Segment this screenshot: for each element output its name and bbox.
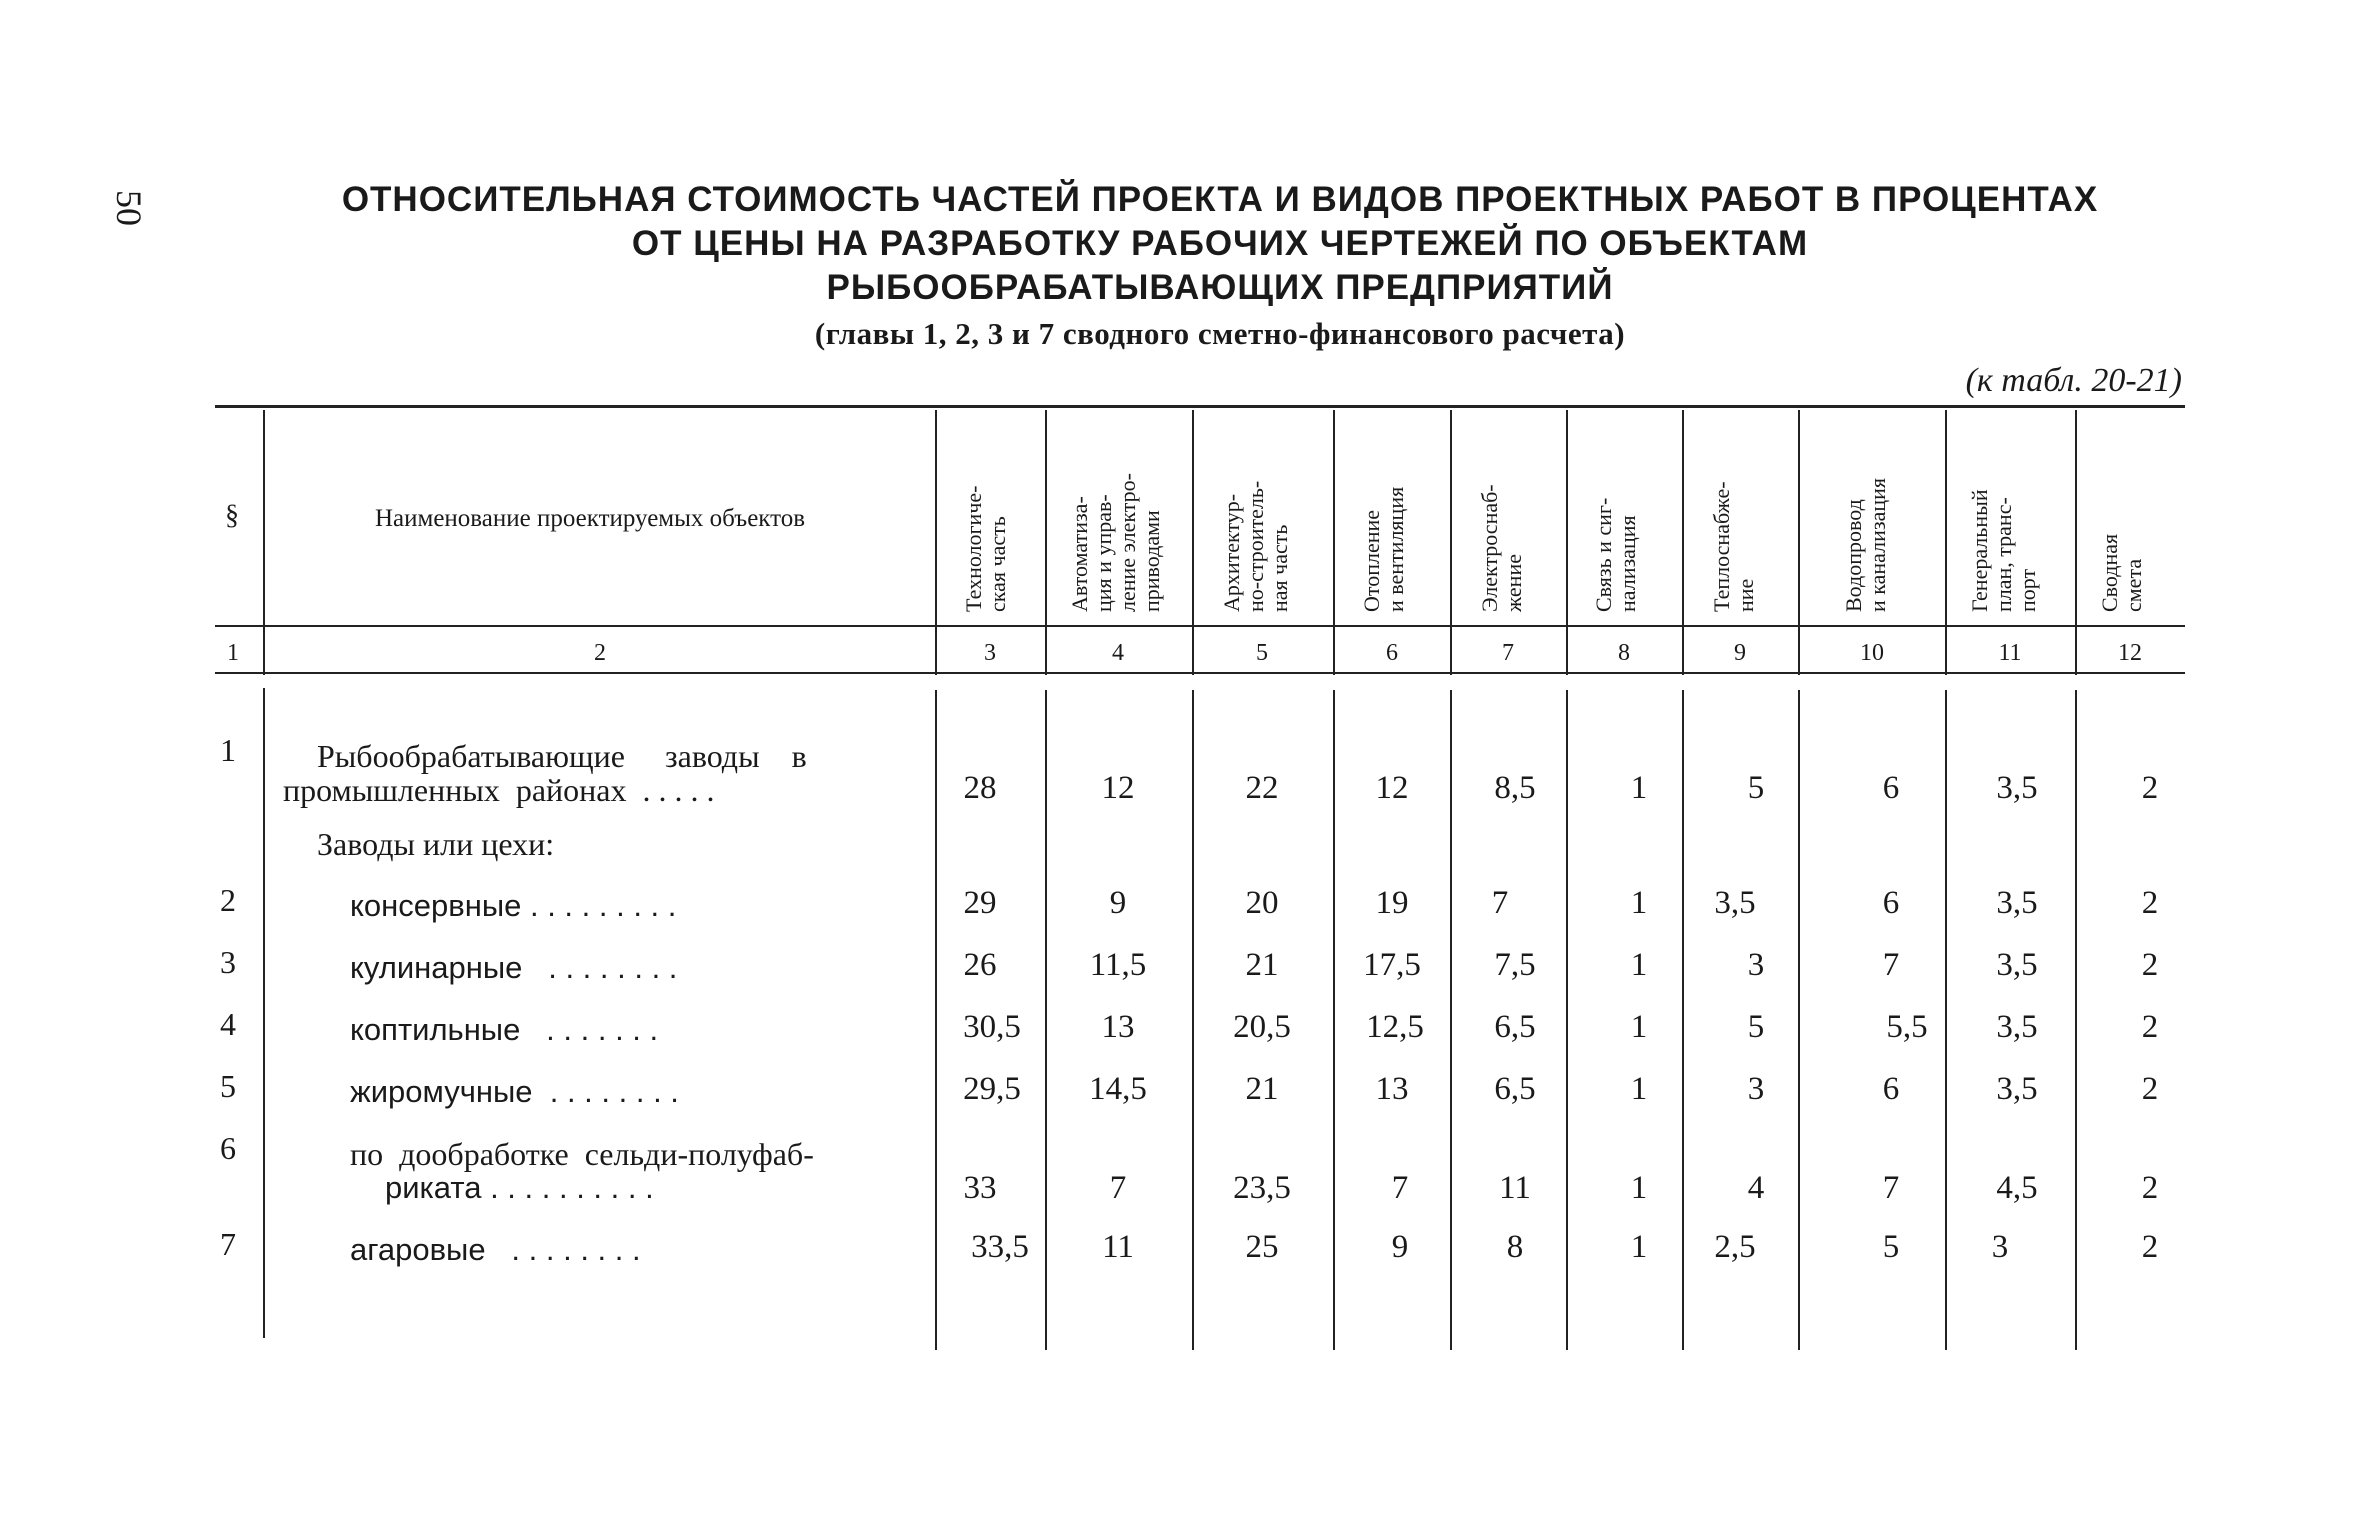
cell: 30,5 <box>963 1009 1021 1045</box>
cell: 1 <box>1630 1009 1648 1045</box>
cell: 25 <box>1245 1229 1279 1265</box>
row-number: 6 <box>220 1130 236 1166</box>
cell: 2,5 <box>1714 1229 1756 1265</box>
cell: 3 <box>1747 1071 1765 1107</box>
cell: 19 <box>1375 885 1409 921</box>
cell: 28 <box>963 770 997 806</box>
cell: 6,5 <box>1494 1009 1536 1045</box>
column-number: 12 <box>2118 640 2142 666</box>
column-number: 5 <box>1256 640 1268 666</box>
paragraph-header: § <box>225 500 239 531</box>
column-number: 3 <box>984 640 996 666</box>
cell: 33 <box>963 1170 997 1206</box>
cell: 11 <box>1499 1170 1531 1206</box>
cell: 29,5 <box>963 1071 1021 1107</box>
column-number: 6 <box>1386 640 1398 666</box>
cell: 1 <box>1630 770 1648 806</box>
column-header: Связь и сиг- нализация <box>1591 497 1640 612</box>
cell: 7 <box>1391 1170 1409 1206</box>
column-number: 10 <box>1860 640 1884 666</box>
cell: 23,5 <box>1233 1170 1291 1206</box>
cell: 3,5 <box>1996 1071 2038 1107</box>
title-line: РЫБООБРАБАТЫВАЮЩИХ ПРЕДПРИЯТИЙ <box>826 268 1614 307</box>
cell: 6 <box>1882 885 1900 921</box>
row-number: 5 <box>220 1068 236 1104</box>
cell: 1 <box>1630 1170 1648 1206</box>
cell: 6,5 <box>1494 1071 1536 1107</box>
table-reference: (к табл. 20-21) <box>1965 362 2182 399</box>
cell: 26 <box>963 947 997 983</box>
cell: 1 <box>1630 1071 1648 1107</box>
row-name: промышленных районах . . . . . <box>283 772 715 808</box>
column-number: 9 <box>1734 640 1746 666</box>
column-number: 7 <box>1502 640 1514 666</box>
cell: 12 <box>1375 770 1409 806</box>
row-number: 2 <box>220 882 236 918</box>
cell: 12 <box>1101 770 1135 806</box>
cell: 4 <box>1747 1170 1765 1206</box>
column-number: 8 <box>1618 640 1630 666</box>
cell: 3,5 <box>1996 885 2038 921</box>
cell: 2 <box>2141 1009 2159 1045</box>
column-header: Электроснаб- жение <box>1477 484 1526 612</box>
cell: 7 <box>1882 1170 1900 1206</box>
row-name: жиромучные . . . . . . . . <box>350 1074 679 1109</box>
cell: 12,5 <box>1366 1009 1424 1045</box>
column-header: Генеральный план, транс- порт <box>1967 489 2040 612</box>
cell: 2 <box>2141 770 2159 806</box>
cell: 11,5 <box>1089 947 1147 983</box>
subtitle: (главы 1, 2, 3 и 7 сводного сметно-финансового расчета) <box>814 316 1626 351</box>
cell: 6 <box>1882 1071 1900 1107</box>
column-number: 2 <box>594 640 606 666</box>
cell: 13 <box>1375 1071 1409 1107</box>
cell: 33,5 <box>971 1229 1029 1265</box>
cell: 14,5 <box>1089 1071 1147 1107</box>
cell: 22 <box>1245 770 1279 806</box>
cell: 5,5 <box>1886 1009 1928 1045</box>
cell: 2 <box>2141 1170 2159 1206</box>
cell: 11 <box>1102 1229 1134 1265</box>
column-number: 11 <box>1998 640 2022 666</box>
cell: 6 <box>1882 770 1900 806</box>
row-number: 4 <box>220 1006 236 1042</box>
cell: 20,5 <box>1233 1009 1291 1045</box>
cell: 3,5 <box>1714 885 1756 921</box>
cell: 1 <box>1630 885 1648 921</box>
cell: 7 <box>1491 885 1509 921</box>
cell: 4,5 <box>1996 1170 2038 1206</box>
cell: 9 <box>1391 1229 1409 1265</box>
column-header: Теплоснабже- ние <box>1709 481 1758 612</box>
cell: 8 <box>1506 1229 1524 1265</box>
row-name: агаровые . . . . . . . . <box>350 1232 641 1267</box>
title-line: ОТНОСИТЕЛЬНАЯ СТОИМОСТЬ ЧАСТЕЙ ПРОЕКТА И ВИДОВ ПРОЕКТНЫХ РАБОТ В ПРОЦЕНТАХ <box>341 180 2099 219</box>
row-name: консервные . . . . . . . . . <box>350 888 677 923</box>
cell: 5 <box>1747 1009 1765 1045</box>
cell: 9 <box>1109 885 1127 921</box>
cell: 3,5 <box>1996 947 2038 983</box>
column-header: Отопление и вентиляция <box>1359 486 1408 612</box>
row-name: кулинарные . . . . . . . . <box>350 950 678 985</box>
row-name: по дообработке сельди-полуфаб- <box>350 1136 814 1172</box>
cell: 3,5 <box>1996 770 2038 806</box>
cell: 2 <box>2141 885 2159 921</box>
cell: 8,5 <box>1494 770 1536 806</box>
row-name: Рыбообрабатывающие заводы в <box>317 738 807 774</box>
cell: 20 <box>1245 885 1279 921</box>
column-header: Водопровод и канализация <box>1841 478 1890 612</box>
cell: 29 <box>963 885 997 921</box>
row-number: 3 <box>220 944 236 980</box>
column-header: Сводная смета <box>2097 533 2146 612</box>
column-header: Архитектур- но-строитель- ная часть <box>1219 480 1292 612</box>
column-number: 4 <box>1112 640 1124 666</box>
cell: 5 <box>1882 1229 1900 1265</box>
cell: 17,5 <box>1363 947 1421 983</box>
column-header: Автоматиза- ция и управ- ление электро- приводами <box>1067 473 1164 612</box>
cell: 2 <box>2141 1071 2159 1107</box>
row-name: риката . . . . . . . . . . <box>385 1170 654 1205</box>
page-number: 50 <box>109 190 149 226</box>
page-title <box>230 178 2210 310</box>
cell: 7 <box>1109 1170 1127 1206</box>
name-header: Наименование проектируемых объектов <box>374 505 806 532</box>
cell: 21 <box>1245 1071 1279 1107</box>
cell: 1 <box>1630 947 1648 983</box>
cell: 13 <box>1101 1009 1135 1045</box>
cell: 3 <box>1747 947 1765 983</box>
column-number: 1 <box>227 640 239 666</box>
cell: 2 <box>2141 947 2159 983</box>
cell: 3 <box>1991 1229 2009 1265</box>
cell: 3,5 <box>1996 1009 2038 1045</box>
row-number: 1 <box>220 732 236 768</box>
title-line: ОТ ЦЕНЫ НА РАЗРАБОТКУ РАБОЧИХ ЧЕРТЕЖЕЙ ПО ОБЪЕКТАМ <box>631 224 1809 263</box>
cell: 1 <box>1630 1229 1648 1265</box>
cell: 7 <box>1882 947 1900 983</box>
column-header: Технологиче- ская часть <box>961 485 1010 612</box>
cell: 21 <box>1245 947 1279 983</box>
row-name: коптильные . . . . . . . <box>350 1012 659 1047</box>
row-number: 7 <box>220 1226 236 1262</box>
group-heading: Заводы или цехи: <box>317 826 555 862</box>
cell: 5 <box>1747 770 1765 806</box>
cell: 2 <box>2141 1229 2159 1265</box>
cell: 7,5 <box>1494 947 1536 983</box>
